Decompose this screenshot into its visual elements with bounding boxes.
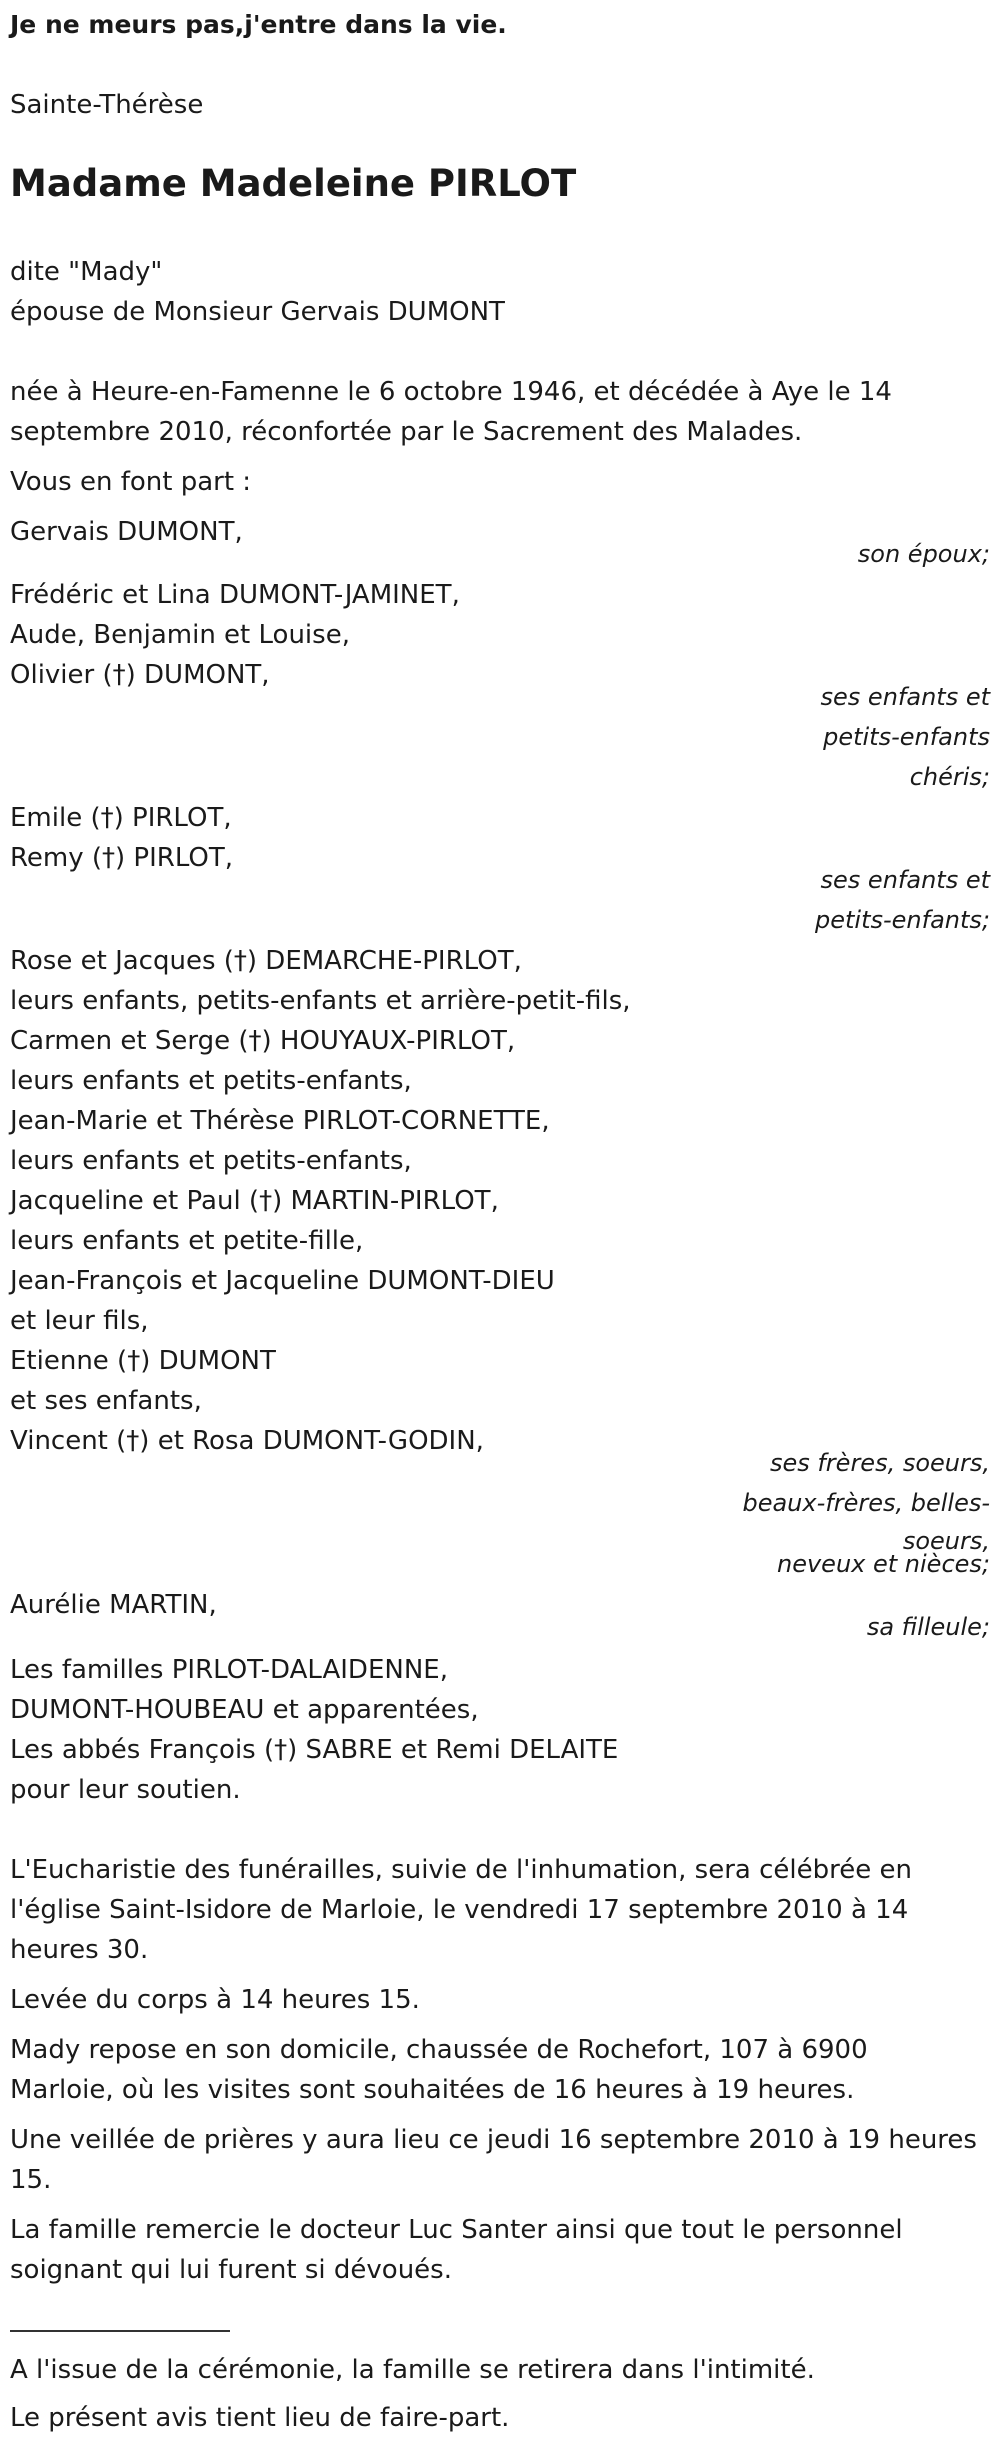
location: Sainte-Thérèse	[10, 90, 204, 120]
family-line: leurs enfants, petits-enfants et arrière-petit-fils,	[10, 986, 631, 1016]
relation-label: beaux-frères, belles-	[742, 1489, 990, 1517]
family-line: Frédéric et Lina DUMONT-JAMINET,	[10, 580, 460, 610]
birth-death-line: septembre 2010, réconfortée par le Sacrement des Malades.	[10, 417, 803, 447]
relation-label: ses enfants et	[820, 683, 990, 711]
thanks-line: soignant qui lui furent si dévoués.	[10, 2255, 452, 2285]
closing-line: A l'issue de la cérémonie, la famille se retirera dans l'intimité.	[10, 2355, 815, 2385]
family-line: DUMONT-HOUBEAU et apparentées,	[10, 1695, 479, 1725]
family-line: Remy (†) PIRLOT,	[10, 843, 234, 873]
family-line: Les familles PIRLOT-DALAIDENNE,	[10, 1655, 448, 1685]
separator-rule	[10, 2330, 230, 2332]
relation-label: petits-enfants	[823, 723, 990, 751]
relation-label: ses enfants et	[820, 866, 990, 894]
deceased-name: Madame Madeleine PIRLOT	[10, 162, 577, 205]
birth-death-line: née à Heure-en-Famenne le 6 octobre 1946, et décédée à Aye le 14	[10, 377, 892, 407]
family-line: Aurélie MARTIN,	[10, 1590, 217, 1620]
relation-label: petits-enfants;	[815, 906, 990, 934]
family-line: Olivier (†) DUMONT,	[10, 660, 270, 690]
relation-label: chéris;	[909, 763, 990, 791]
family-line: leurs enfants et petits-enfants,	[10, 1066, 412, 1096]
spouse-line: épouse de Monsieur Gervais DUMONT	[10, 297, 505, 327]
family-line: Rose et Jacques (†) DEMARCHE-PIRLOT,	[10, 946, 522, 976]
family-line: Carmen et Serge (†) HOUYAUX-PIRLOT,	[10, 1026, 516, 1056]
family-line: leurs enfants et petits-enfants,	[10, 1146, 412, 1176]
family-line: pour leur soutien.	[10, 1775, 241, 1805]
family-line: Gervais DUMONT,	[10, 517, 243, 547]
family-line: et ses enfants,	[10, 1386, 202, 1416]
family-line: Vincent (†) et Rosa DUMONT-GODIN,	[10, 1426, 484, 1456]
funeral-line: l'église Saint-Isidore de Marloie, le vendredi 17 septembre 2010 à 14	[10, 1895, 909, 1925]
veillee-line: 15.	[10, 2165, 52, 2195]
relation-label: soeurs,	[902, 1527, 990, 1555]
family-line: Etienne (†) DUMONT	[10, 1346, 276, 1376]
family-line: et leur fils,	[10, 1306, 149, 1336]
relation-label: sa filleule;	[866, 1613, 990, 1641]
family-line: leurs enfants et petite-fille,	[10, 1226, 364, 1256]
motto: Je ne meurs pas,j'entre dans la vie.	[10, 10, 507, 39]
family-line: Les abbés François (†) SABRE et Remi DELAITE	[10, 1735, 619, 1765]
closing-line: Le présent avis tient lieu de faire-part.	[10, 2403, 510, 2433]
levee-line: Levée du corps à 14 heures 15.	[10, 1985, 420, 2015]
veillee-line: Une veillée de prières y aura lieu ce jeudi 16 septembre 2010 à 19 heures	[10, 2125, 977, 2155]
family-line: Jean-Marie et Thérèse PIRLOT-CORNETTE,	[10, 1106, 550, 1136]
repose-line: Mady repose en son domicile, chaussée de Rochefort, 107 à 6900	[10, 2035, 868, 2065]
family-line: Jacqueline et Paul (†) MARTIN-PIRLOT,	[10, 1186, 499, 1216]
relation-label: neveux et nièces;	[777, 1550, 990, 1578]
funeral-line: heures 30.	[10, 1935, 149, 1965]
family-line: Jean-François et Jacqueline DUMONT-DIEU	[10, 1266, 555, 1296]
family-line: Emile (†) PIRLOT,	[10, 803, 232, 833]
thanks-line: La famille remercie le docteur Luc Santer ainsi que tout le personnel	[10, 2215, 903, 2245]
relation-label: ses frères, soeurs,	[769, 1449, 990, 1477]
repose-line: Marloie, où les visites sont souhaitées de 16 heures à 19 heures.	[10, 2075, 855, 2105]
funeral-line: L'Eucharistie des funérailles, suivie de l'inhumation, sera célébrée en	[10, 1855, 912, 1885]
relation-label: son époux;	[857, 540, 990, 568]
nickname: dite "Mady"	[10, 257, 163, 287]
family-line: Aude, Benjamin et Louise,	[10, 620, 350, 650]
intro-line: Vous en font part :	[10, 467, 252, 497]
